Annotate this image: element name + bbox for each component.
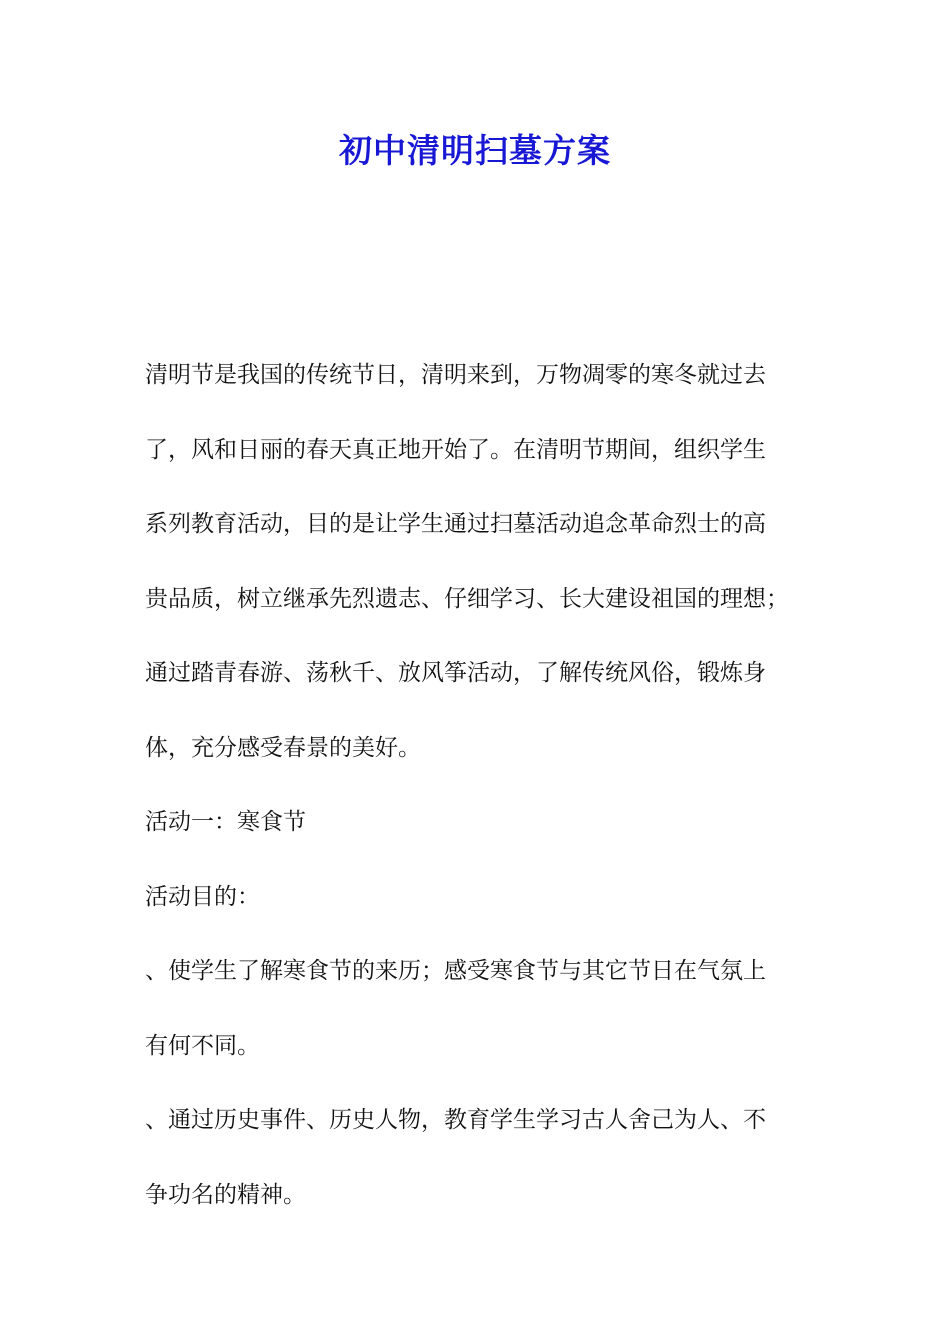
body-line: 有何不同。	[145, 1032, 260, 1059]
body-line: 系列教育活动，目的是让学生通过扫墓活动追念革命烈士的高	[145, 511, 766, 537]
body-line: 清明节是我国的传统节日，清明来到，万物凋零的寒冬就过去	[145, 362, 766, 388]
document-title: 初中清明扫墓方案	[339, 131, 611, 170]
body-line: 、通过历史事件、历史人物，教育学生学习古人舍己为人、不	[145, 1107, 766, 1133]
body-line: 体，充分感受春景的美好。	[145, 734, 421, 761]
body-line: 、使学生了解寒食节的来历；感受寒食节与其它节日在气氛上	[145, 958, 766, 984]
body-line: 通过踏青春游、荡秋千、放风筝活动，了解传统风俗，锻炼身	[145, 660, 766, 686]
subsection-heading: 活动目的：	[145, 883, 260, 910]
body-line: 贵品质，树立继承先烈遗志、仔细学习、长大建设祖国的理想；	[145, 585, 789, 612]
document-body	[145, 338, 815, 1232]
body-line: 了，风和日丽的春天真正地开始了。在清明节期间，组织学生	[145, 436, 766, 463]
section-heading: 活动一：寒食节	[145, 809, 306, 835]
body-line: 争功名的精神。	[145, 1181, 306, 1208]
